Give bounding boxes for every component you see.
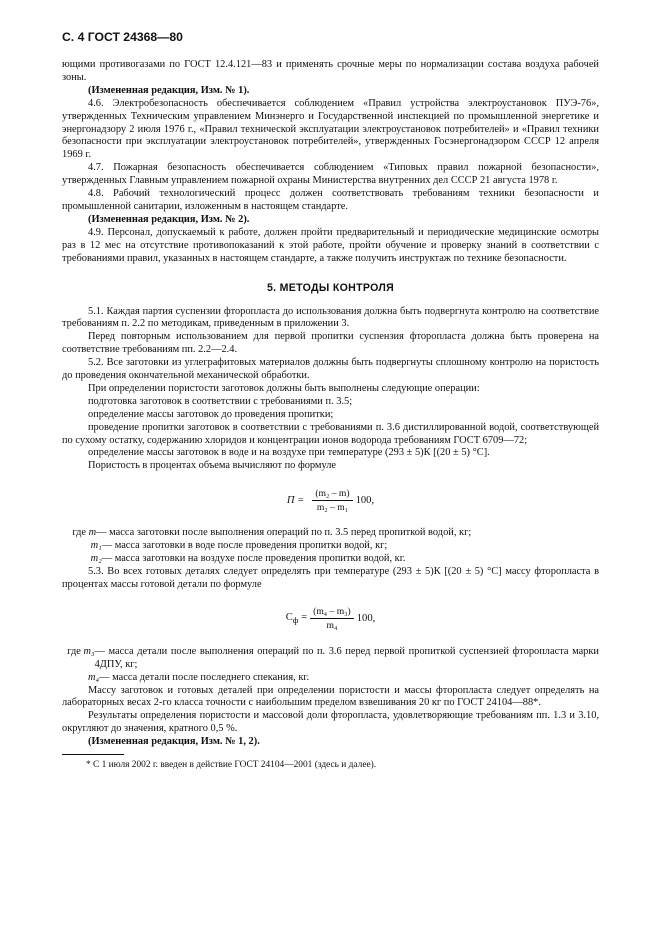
section-5-closing <box>62 685 599 750</box>
fluoroplast-formula <box>62 600 599 638</box>
legend-variable: m₃ <box>83 645 95 657</box>
paragraph-4-6: 4.6. Электробезопасность обеспечивается соблюдением «Правил устройства электроустановок ПУЭ-76», утвержденных Техническим управлением Минэнерго и Государственной инспекцией по промышленной энергетике и энергонадзору 2 июля 1976 г., «Правил технической эксплуатации электроустановок потребителей» и «Правил техники безопасности при эксплуатации электроустановок потребителей», утвержденных Госэнергонадзором СССР 12 апреля 1969 г. <box>62 97 599 161</box>
paragraph: При определении пористости заготовок должны быть выполнены следующие операции: <box>88 382 480 394</box>
paragraph-5-3: 5.3. Во всех готовых деталях следует определять при температуре (293 ± 5)К [(20 ± 5) °С] массу фторопласта в процентах массы готовой детали по формуле <box>62 566 599 590</box>
paragraph: Перед повторным использованием для первой пропитки суспензия фторопласта должна быть проверена на соответствие требованиям пп. 2.2—2.4. <box>62 331 599 356</box>
legend-text: — масса заготовки на воздухе после проведения пропитки водой, кг. <box>101 553 406 565</box>
paragraph-5-1: 5.1. Каждая партия суспензии фторопласта до использования должна быть подвергнута контролю на соответствие требованиям п. 2.2 по методикам, приведенным в приложении 3. <box>62 305 599 330</box>
paragraph: ющими противогазами по ГОСТ 12.4.121—83 и применять срочные меры по нормализации состава воздуха рабочей зоны. <box>62 59 599 83</box>
paragraph-4-8: 4.8. Рабочий технологический процесс должен соответствовать требованиям техники безопасности и промышленной санитарии, изложенным в настоящем стандарте. <box>62 188 599 212</box>
paragraph: Результаты определения пористости и массовой доли фторопласта, удовлетворяющие требованиям пп. 1.3 и 3.10, округляют до значения, кратного 0,5 %. <box>62 710 599 735</box>
legend-text: — масса детали после последнего спекания, кг. <box>99 671 310 683</box>
legend-row <box>62 553 599 566</box>
formula-lhs: $С_ф$ = <box>285 612 308 626</box>
section-5-body <box>62 306 599 474</box>
footnote: * С 1 июля 2002 г. введен в действие ГОСТ 24104—2001 (здесь и далее). <box>86 760 377 771</box>
formula-fraction <box>310 606 354 631</box>
operation-item: определение массы заготовок до проведения пропитки; <box>88 408 334 420</box>
porosity-formula <box>62 481 599 519</box>
legend-lead: где <box>62 645 84 657</box>
paragraph-5-2: 5.2. Все заготовки из углеграфитовых материалов должны быть подвергнуты сплошному контролю на пористость до проведения окончательной механической обработки. <box>62 357 599 382</box>
legend-lead <box>62 540 91 553</box>
operation-item: подготовка заготовок в соответствии с требованиями п. 3.5; <box>88 395 353 407</box>
operation-item: определение массы заготовок в воде и на воздухе при температуре (293 ± 5)К [(20 ± 5) °С]. <box>88 447 490 459</box>
paragraph-4-7: 4.7. Пожарная безопасность обеспечивается соблюдением «Типовых правил пожарной безопасности», утвержденных Главным управлением пожарной охраны Министерства внутренних дел СССР 21 августа 1978 г. <box>62 162 599 187</box>
formula-1-legend <box>62 527 599 566</box>
amendment-note: (Измененная редакция, Изм. № 2). <box>88 213 250 225</box>
legend-lead <box>62 672 88 685</box>
amendment-note: (Измененная редакция, Изм. № 1). <box>88 84 250 96</box>
legend-lead: где <box>62 527 89 539</box>
formula-factor: 100, <box>356 613 376 625</box>
formula-2-legend <box>62 646 599 685</box>
legend-row <box>62 527 599 540</box>
formula-numerator: (m₂ – m) <box>312 488 352 501</box>
legend-variable: m₂ <box>90 553 102 565</box>
document-page <box>62 30 599 771</box>
legend-variable: m₄ <box>87 671 100 683</box>
legend-row <box>62 540 599 553</box>
formula-numerator: (m₄ – m₃) <box>310 606 354 619</box>
section-4-continuation <box>62 59 599 266</box>
formula-denominator: m₄ <box>326 620 338 632</box>
formula-lhs: П = <box>286 494 305 506</box>
paragraph: Массу заготовок и готовых деталей при определении пористости и массы фторопласта следует определять на лабораторных весах 2-го класса точности с наибольшим пределом взвешивания 20 кг по ГОСТ 24104—88*. <box>62 684 599 709</box>
legend-variable: m <box>88 527 97 539</box>
amendment-note: (Измененная редакция, Изм. № 1, 2). <box>88 736 260 748</box>
paragraph-4-9: 4.9. Персонал, допускаемый к работе, должен пройти предварительный и периодические медицинские осмотры раз в 12 мес на отсутствие противопоказаний к этой работе, пройти обучение и проверку знаний в соответствии с требованиями правил, указанных в настоящем стандарте, а также получить инструктаж по технике безопасности. <box>62 226 599 264</box>
legend-text: — масса заготовки после выполнения операций по п. 3.5 перед пропиткой водой, кг; <box>96 527 472 539</box>
legend-row <box>62 646 599 672</box>
footnote-divider <box>62 754 124 755</box>
formula-fraction <box>312 488 352 513</box>
page-header: С. 4 ГОСТ 24368—80 <box>62 30 183 44</box>
legend-lead <box>62 553 91 566</box>
section-title: 5. МЕТОДЫ КОНТРОЛЯ <box>266 281 394 294</box>
formula-factor: 100, <box>355 494 375 506</box>
legend-row <box>62 672 599 685</box>
legend-text: — масса заготовки в воде после проведения пропитки водой, кг; <box>101 540 388 552</box>
paragraph: Пористость в процентах объема вычисляют по формуле <box>88 460 337 472</box>
formula-denominator: m₂ – m₁ <box>316 501 349 513</box>
operation-item: проведение пропитки заготовок в соответствии с требованиями п. 3.6 дистиллированной водой, соответствующей по сухому остатку, содержанию хлоридов и концентрации ионов водорода требованиям ГОСТ 6709—72; <box>62 421 599 446</box>
formula-lhs-subscript: ф <box>292 615 299 626</box>
legend-variable: m₁ <box>90 540 102 552</box>
legend-text: — масса детали после выполнения операций по п. 3.6 перед первой пропиткой суспензией фторопласта марки 4ДПУ, кг; <box>94 645 599 670</box>
